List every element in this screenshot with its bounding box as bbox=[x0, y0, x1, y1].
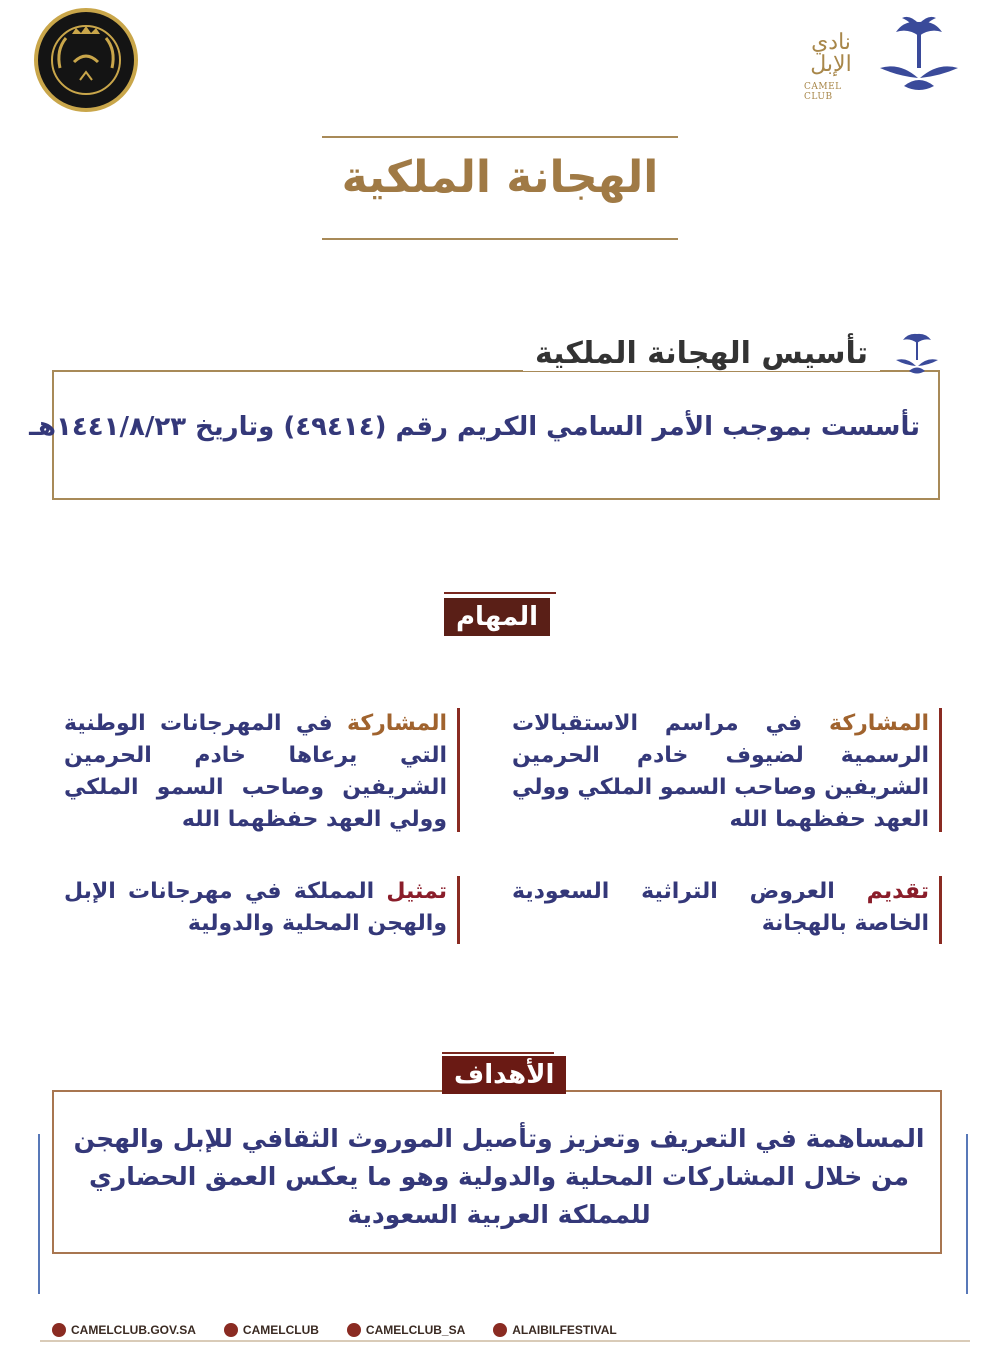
right-accent-line bbox=[966, 1134, 968, 1294]
task-highlight: المشاركة bbox=[829, 711, 929, 736]
task-item bbox=[64, 708, 460, 832]
task-highlight: المشاركة bbox=[347, 711, 447, 736]
footer-twitter[interactable] bbox=[224, 1323, 319, 1337]
task-highlight: تقديم bbox=[866, 879, 929, 904]
tasks-label: المهام bbox=[444, 598, 550, 636]
crown-wreath-icon bbox=[46, 20, 126, 100]
snapchat-icon bbox=[493, 1323, 507, 1337]
goals-tag-rule bbox=[442, 1052, 554, 1054]
palm-logo-icon bbox=[892, 330, 942, 380]
footer-instagram-label: CAMELCLUB_SA bbox=[365, 1323, 466, 1337]
task-text: العروض التراثية السعودية الخاصة بالهجانة bbox=[512, 879, 929, 936]
title-top-rule bbox=[322, 136, 678, 138]
camel-club-logo bbox=[804, 14, 964, 100]
task-item bbox=[64, 876, 460, 944]
palm-logo-icon bbox=[874, 14, 964, 100]
globe-icon bbox=[52, 1323, 66, 1337]
founding-heading: تأسيس الهجانة الملكية bbox=[523, 336, 880, 371]
footer-twitter-label: CAMELCLUB bbox=[242, 1323, 319, 1337]
footer-rule bbox=[40, 1340, 970, 1342]
club-name-arabic: نادي الإبل bbox=[810, 30, 852, 77]
footer-links bbox=[52, 1318, 645, 1342]
task-item bbox=[512, 708, 942, 832]
task-item bbox=[512, 876, 942, 944]
task-text: في المهرجانات الوطنية التي يرعاها خادم الحرمين الشريفين وصاحب السمو الملكي وولي العهد حفظهما الله bbox=[64, 711, 447, 832]
tasks-tag-rule bbox=[444, 592, 556, 594]
founding-text: تأسست بموجب الأمر السامي الكريم رقم (٤٩٤١٤) وتاريخ ١٤٤١/٨/٢٣هـ bbox=[29, 412, 920, 442]
instagram-icon bbox=[347, 1323, 361, 1337]
footer-snapchat[interactable] bbox=[493, 1323, 616, 1337]
footer-snapchat-label: ALAIBILFESTIVAL bbox=[512, 1323, 617, 1337]
page-title: الهجانة الملكية bbox=[341, 152, 659, 203]
task-text: المملكة في مهرجانات الإبل والهجن المحلية والدولية bbox=[64, 879, 447, 936]
twitter-icon bbox=[224, 1323, 238, 1337]
task-text: في مراسم الاستقبالات الرسمية لضيوف خادم الحرمين الشريفين وصاحب السمو الملكي وولي العهد حفظهما الله bbox=[512, 711, 929, 832]
footer-website-label: CAMELCLUB.GOV.SA bbox=[71, 1323, 196, 1337]
footer-instagram[interactable] bbox=[347, 1323, 465, 1337]
left-accent-line bbox=[38, 1134, 40, 1294]
task-highlight: تمثيل bbox=[386, 879, 447, 904]
club-name-english: CAMEL CLUB bbox=[804, 82, 842, 102]
royal-emblem-logo bbox=[34, 8, 138, 112]
goals-text: المساهمة في التعريف وتعزيز وتأصيل الموروث الثقافي للإبل والهجن من خلال المشاركات المحلية والدولية وهو ما يعكس العمق الحضاري للمملكة العربية السعودية bbox=[73, 1124, 925, 1229]
goals-label: الأهداف bbox=[442, 1056, 566, 1094]
title-bottom-rule bbox=[322, 238, 678, 240]
footer-website[interactable] bbox=[52, 1323, 196, 1337]
